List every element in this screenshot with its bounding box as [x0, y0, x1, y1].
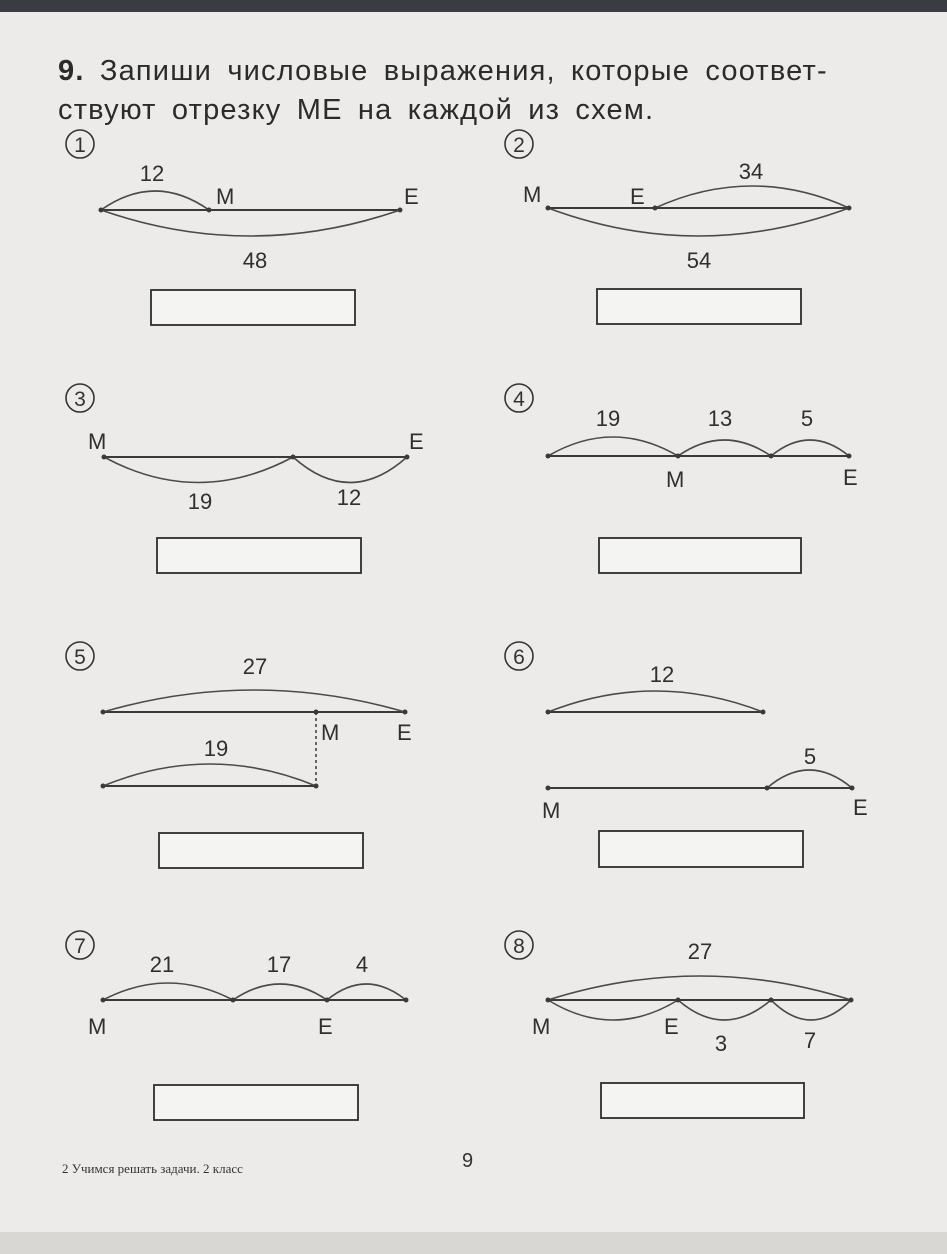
- bottom-edge: [0, 1232, 947, 1254]
- arc-upper: [548, 437, 678, 456]
- scheme-badge: [66, 130, 94, 158]
- svg-text:2: 2: [513, 134, 525, 157]
- scheme-5: [66, 642, 412, 868]
- svg-text:1: 1: [74, 134, 86, 157]
- scheme-3: [66, 384, 424, 573]
- arc-upper: [548, 691, 763, 712]
- task-number: 9.: [58, 55, 85, 87]
- arc-upper: [103, 764, 316, 786]
- svg-text:6: 6: [513, 646, 525, 669]
- answer-box[interactable]: [599, 538, 801, 573]
- point-e-label: Е: [397, 720, 412, 745]
- arc-upper: [678, 440, 771, 456]
- number-label: 21: [149, 952, 175, 977]
- scheme-badge: [505, 931, 533, 959]
- arc-lower: [101, 210, 400, 236]
- arc-lower: [104, 457, 293, 483]
- task-line-1: Запиши числовые выражения, которые соответ-: [99, 55, 828, 87]
- arc-upper: [233, 984, 327, 1000]
- scheme-4: [505, 384, 858, 573]
- scheme-badge: [505, 384, 533, 412]
- book-footer: 2 Учимся решать задачи. 2 класс: [62, 1161, 243, 1176]
- arc-lower: [293, 457, 407, 483]
- scheme-badge: [66, 384, 94, 412]
- point-m-label: М: [532, 1014, 551, 1039]
- number-label: 19: [203, 736, 229, 761]
- scheme-2: [505, 130, 852, 324]
- svg-text:7: 7: [74, 935, 86, 958]
- number-label: 27: [687, 939, 713, 964]
- point-m-label: М: [666, 467, 685, 492]
- svg-text:4: 4: [513, 388, 525, 411]
- point-e-label: Е: [853, 795, 868, 820]
- scheme-1: [66, 130, 419, 325]
- svg-text:8: 8: [513, 935, 525, 958]
- number-label: 4: [355, 952, 369, 977]
- arc-upper: [548, 976, 851, 1000]
- arc-lower: [548, 1000, 678, 1020]
- task-line-2: ствуют отрезку МЕ на каждой из схем.: [58, 94, 655, 126]
- answer-box[interactable]: [159, 833, 363, 868]
- scheme-badge: [505, 130, 533, 158]
- point-e-label: Е: [843, 465, 858, 490]
- arc-lower: [548, 208, 849, 236]
- point-e-label: Е: [409, 429, 424, 454]
- svg-text:3: 3: [74, 388, 86, 411]
- number-label: 12: [336, 485, 362, 510]
- number-label: 5: [800, 406, 814, 431]
- scheme-badge: [66, 931, 94, 959]
- scheme-7: [66, 931, 409, 1120]
- number-label: 12: [649, 662, 675, 687]
- point-e-label: Е: [404, 184, 419, 209]
- answer-box[interactable]: [157, 538, 361, 573]
- arc-upper: [103, 690, 405, 712]
- number-label: 3: [714, 1031, 728, 1056]
- number-label: 12: [139, 161, 165, 186]
- answer-box[interactable]: [597, 289, 801, 324]
- point-e-label: Е: [318, 1014, 333, 1039]
- scheme-badge: [505, 642, 533, 670]
- arc-upper: [767, 770, 852, 788]
- point-m-label: М: [88, 1014, 107, 1039]
- arc-upper: [771, 440, 849, 456]
- arc-upper: [327, 984, 406, 1000]
- arc-upper: [101, 191, 209, 210]
- number-label: 48: [242, 248, 268, 273]
- point-m-label: М: [542, 798, 561, 823]
- answer-box[interactable]: [601, 1083, 804, 1118]
- point-m-label: М: [88, 429, 107, 454]
- answer-box[interactable]: [154, 1085, 358, 1120]
- point-m-label: М: [216, 184, 235, 209]
- number-label: 13: [707, 406, 733, 431]
- arc-lower: [678, 1000, 771, 1020]
- number-label: 19: [187, 489, 213, 514]
- number-label: 54: [686, 248, 712, 273]
- scheme-8: [505, 931, 854, 1118]
- arc-upper: [103, 983, 233, 1000]
- number-label: 17: [266, 952, 292, 977]
- point-m-label: М: [321, 720, 340, 745]
- arc-lower: [771, 1000, 851, 1020]
- number-label: 34: [738, 159, 764, 184]
- scheme-6: [505, 642, 868, 867]
- scheme-badge: [66, 642, 94, 670]
- number-label: 5: [803, 744, 817, 769]
- arc-upper: [655, 186, 849, 208]
- svg-text:5: 5: [74, 646, 86, 669]
- point-e-label: Е: [630, 184, 645, 209]
- point-e-label: Е: [664, 1014, 679, 1039]
- answer-box[interactable]: [599, 831, 803, 867]
- number-label: 7: [803, 1028, 817, 1053]
- number-label: 27: [242, 654, 268, 679]
- answer-box[interactable]: [151, 290, 355, 325]
- point-m-label: М: [523, 182, 542, 207]
- page-number: 9: [462, 1150, 474, 1172]
- number-label: 19: [595, 406, 621, 431]
